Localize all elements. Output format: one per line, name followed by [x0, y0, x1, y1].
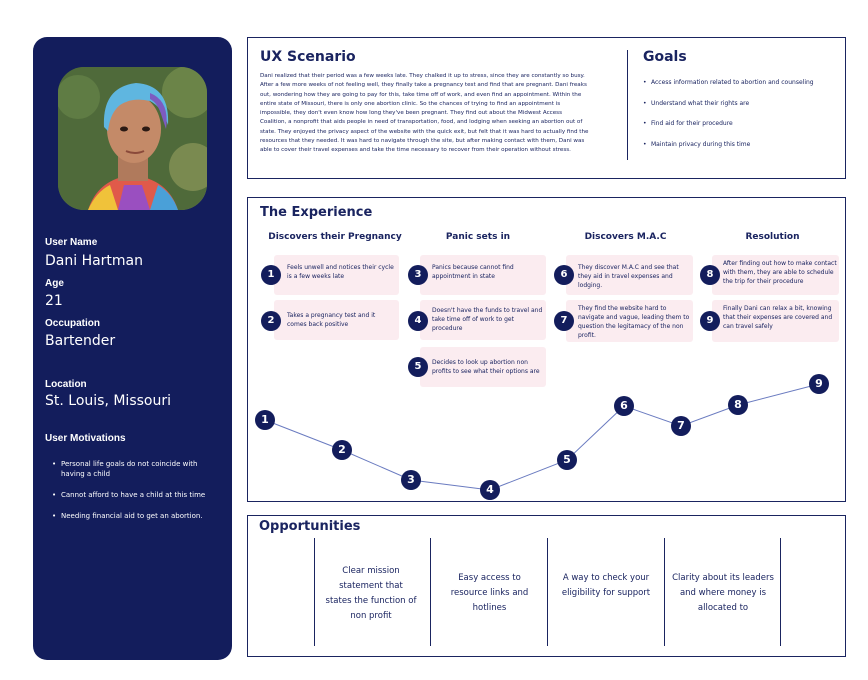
- scenario-title: UX Scenario: [260, 49, 356, 65]
- opportunity-item: A way to check your eligibility for support: [561, 573, 651, 598]
- curve-point: 9: [809, 374, 829, 394]
- step-number: 4: [408, 311, 428, 331]
- step-text: They discover M.A.C and see that they aid in travel expenses and lodging.: [578, 264, 679, 289]
- opportunity-divider: [430, 538, 431, 646]
- goals-title: Goals: [643, 49, 687, 65]
- curve-point: 6: [614, 396, 634, 416]
- step-number: 9: [700, 311, 720, 331]
- opportunity-divider: [314, 538, 315, 646]
- step-text: Feels unwell and notices their cycle is a few weeks late: [287, 264, 394, 280]
- opportunity-divider: [780, 538, 781, 646]
- opportunity-item: Easy access to resource links and hotlines: [450, 573, 529, 613]
- step-number: 5: [408, 357, 428, 377]
- occupation-value: Bartender: [45, 333, 116, 349]
- step-text: Panics because cannot find appointment in state: [432, 264, 514, 280]
- opportunities-title: Opportunities: [259, 519, 361, 534]
- opportunity-divider: [664, 538, 665, 646]
- list-item: • Understand what their rights are: [643, 100, 843, 108]
- motivations-label: User Motivations: [45, 433, 126, 444]
- step-number: 7: [554, 311, 574, 331]
- curve-point: 4: [480, 480, 500, 500]
- curve-point: 8: [728, 395, 748, 415]
- stage-heading: Discovers M.A.C: [584, 232, 667, 242]
- occupation-label: Occupation: [45, 318, 101, 329]
- curve-point: 3: [401, 470, 421, 490]
- age-label: Age: [45, 278, 64, 289]
- location-label: Location: [45, 379, 87, 390]
- step-text: Finally Dani can relax a bit, knowing that their expenses are covered and can travel safely: [723, 305, 833, 330]
- stage-heading: Resolution: [745, 232, 800, 242]
- curve-point: 5: [557, 450, 577, 470]
- step-number: 1: [261, 265, 281, 285]
- list-item: • Maintain privacy during this time: [643, 141, 843, 149]
- opportunity-item: Clear mission statement that states the function of non profit: [325, 566, 417, 621]
- age-value: 21: [45, 293, 63, 309]
- list-item: • Cannot afford to have a child at this time: [52, 490, 222, 500]
- opportunity-item: Clarity about its leaders and where money is allocated to: [672, 573, 774, 613]
- list-item: • Access information related to abortion and counseling: [643, 79, 843, 87]
- list-item: • Needing financial aid to get an abortion.: [52, 511, 222, 521]
- step-text: Doesn't have the funds to travel and take time off of work to get procedure: [432, 307, 543, 332]
- step-number: 8: [700, 265, 720, 285]
- stage-heading: Panic sets in: [445, 232, 511, 242]
- user-name: Dani Hartman: [45, 253, 144, 269]
- step-number: 2: [261, 311, 281, 331]
- list-item: • Personal life goals do not coincide with having a child: [52, 459, 222, 479]
- step-text: After finding out how to make contact with them, they are able to schedule the trip for their procedure: [723, 260, 837, 285]
- user-name-label: User Name: [45, 237, 98, 248]
- location-value: St. Louis, Missouri: [45, 393, 171, 409]
- experience-title: The Experience: [260, 205, 373, 220]
- curve-point: 2: [332, 440, 352, 460]
- list-item: • Find aid for their procedure: [643, 120, 843, 128]
- step-text: Decides to look up abortion non profits to see what their options are: [432, 359, 540, 375]
- step-text: Takes a pregnancy test and it comes back positive: [287, 312, 376, 328]
- step-number: 3: [408, 265, 428, 285]
- scenario-text: Dani realized that their period was a few weeks late. They chalked it up to stress, since they are constantly so busy. After a few more weeks of not feeling well, they finally take a pregnancy test and find that are pregnant. Dani freaks out, wondering how they are going to pay for this, take time off of work, and even find an appointment. Within the entire state of Missouri, there is only one abortion clinic. So the chances of trying to find an appointment is impossible, they don't even know how long they've been pregnant. They find out about the Midwest Access Coalition, a nonprofit that aids people in need of transportation, food, and lodging when seeking an abortion out of state. They enjoyed the privacy aspect of the website with the quick exit, but felt that it was hard to actually find the resources that they needed. It was hard to navigate through the site, but after making contact with them, Dani was able to cover their travel expenses and take the time necessary to recover from their operation without stress.: [260, 73, 589, 154]
- stage-heading: Discovers their Pregnancy: [268, 232, 402, 242]
- step-number: 6: [554, 265, 574, 285]
- curve-point: 7: [671, 416, 691, 436]
- step-text: They find the website hard to navigate and vague, leading them to question the legitamacy of the non profit.: [578, 305, 690, 339]
- opportunity-divider: [547, 538, 548, 646]
- curve-point: 1: [255, 410, 275, 430]
